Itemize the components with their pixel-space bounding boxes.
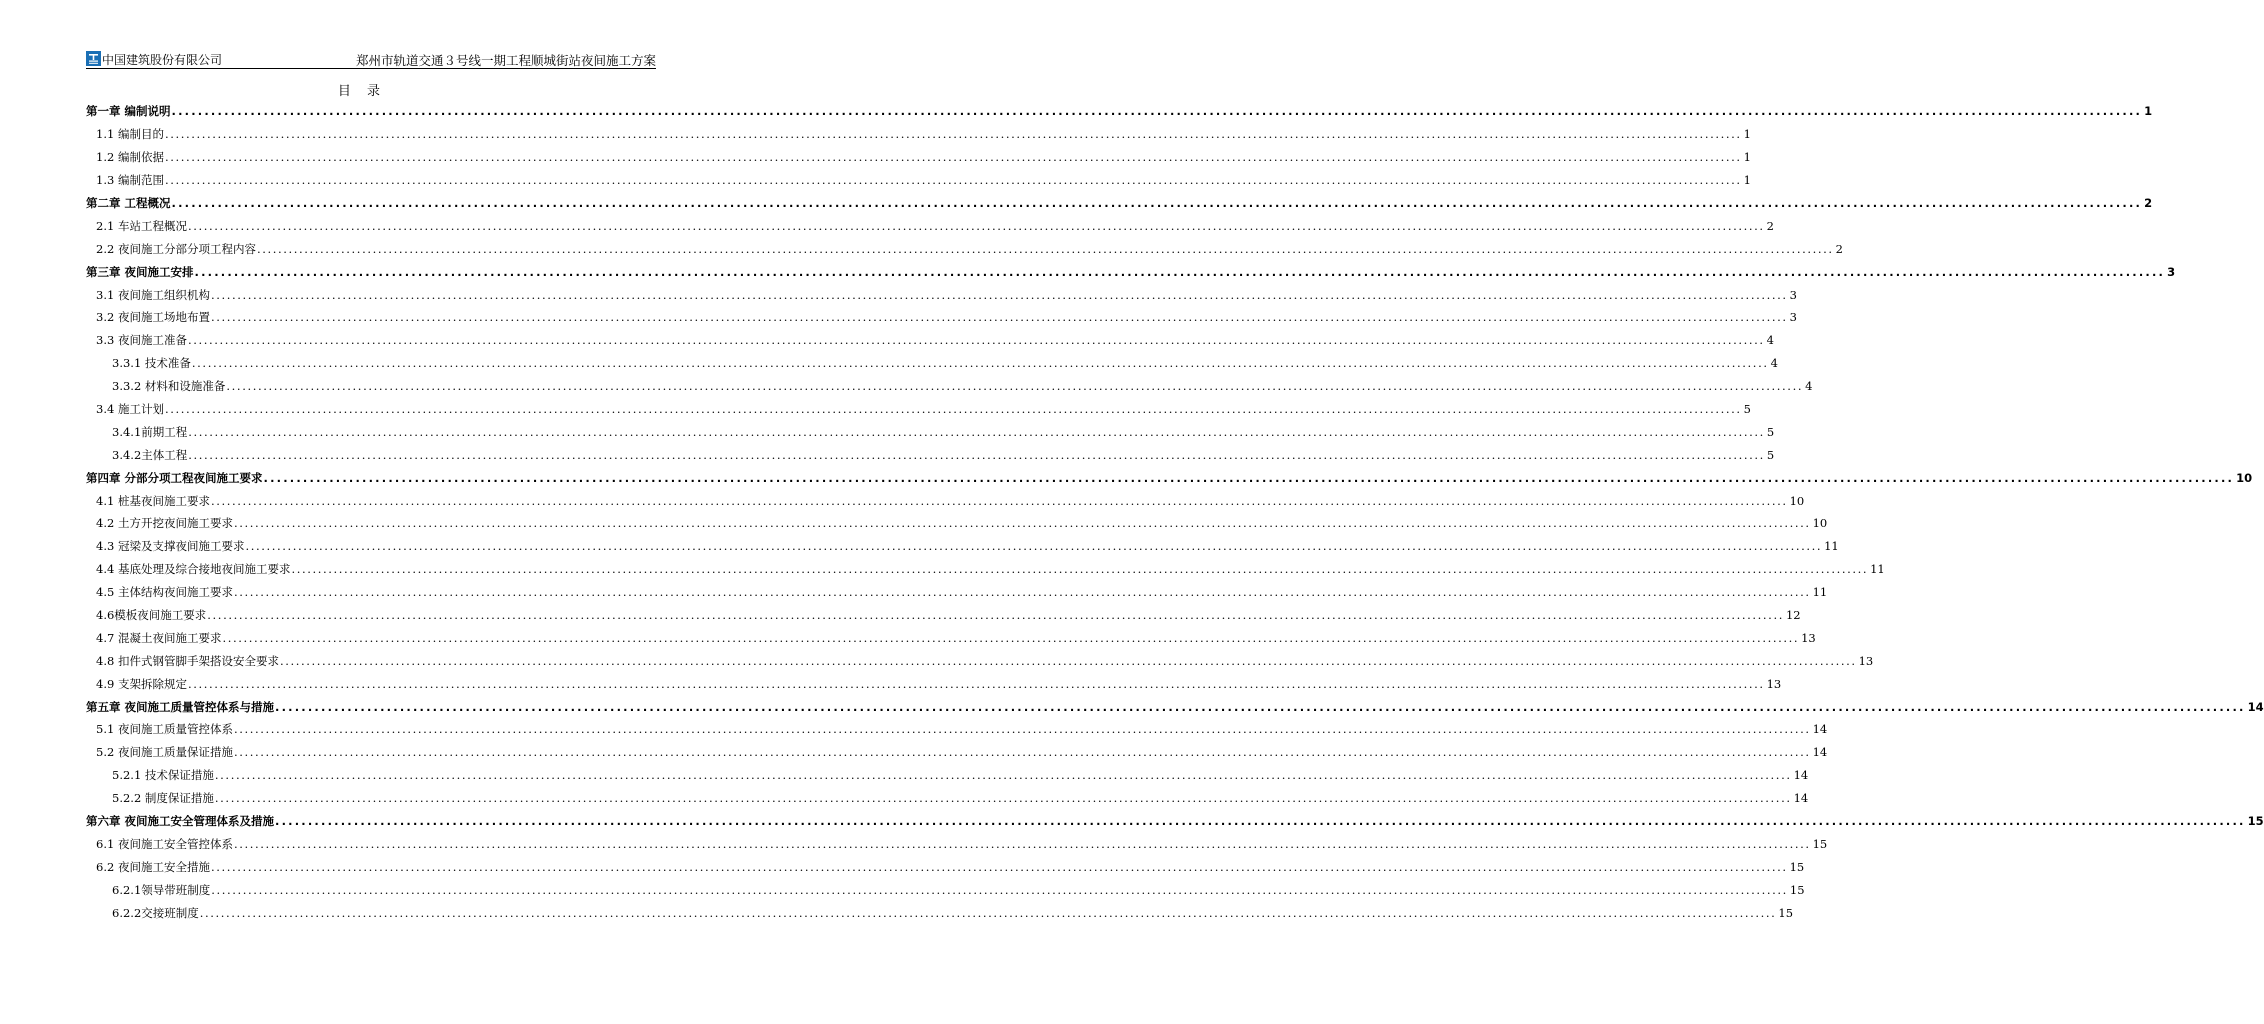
toc-entry-page: 15 [1812, 836, 1828, 851]
toc-leader-dots: ............................................................................................................................................................................................................................................................................................................ [256, 241, 1834, 256]
toc-leader-dots: ............................................................................................................................................................................................................................................................................................................ [210, 859, 1788, 874]
toc-leader-dots: ............................................................................................................................................................................................................................................................................................................ [275, 814, 2246, 829]
toc-entry-page: 10 [1789, 493, 1805, 508]
toc-entry-title: 6.2 夜间施工安全措施 [96, 859, 210, 874]
toc-leader-dots: ............................................................................................................................................................................................................................................................................................................ [275, 699, 2246, 714]
toc-entry-title: 第六章 夜间施工安全管理体系及措施 [86, 814, 275, 829]
toc-entry[interactable] [86, 123, 1751, 146]
toc-entry[interactable] [86, 901, 1794, 924]
toc-entry-page: 4 [1766, 333, 1774, 348]
toc-entry-page: 3 [1789, 287, 1797, 302]
toc-entry-page: 10 [1812, 516, 1828, 531]
toc-entry[interactable] [86, 833, 1828, 856]
toc-entry-title: 4.5 主体结构夜间施工要求 [96, 585, 233, 600]
toc-leader-dots: ............................................................................................................................................................................................................................................................................................................ [210, 493, 1788, 508]
toc-leader-dots: ............................................................................................................................................................................................................................................................................................................ [188, 424, 1765, 439]
toc-entry[interactable] [86, 649, 1874, 672]
toc-entry-title: 2.1 车站工程概况 [96, 218, 187, 233]
table-of-contents [86, 100, 2264, 924]
toc-entry[interactable] [86, 466, 2253, 489]
toc-leader-dots: ............................................................................................................................................................................................................................................................................................................ [187, 218, 1765, 233]
toc-entry-page: 1 [1743, 127, 1751, 142]
toc-entry-title: 4.1 桩基夜间施工要求 [96, 493, 210, 508]
toc-leader-dots: ............................................................................................................................................................................................................................................................................................................ [164, 150, 1742, 165]
toc-leader-dots: ............................................................................................................................................................................................................................................................................................................ [164, 402, 1742, 417]
toc-entry-page: 3 [1789, 310, 1797, 325]
toc-leader-dots: ............................................................................................................................................................................................................................................................................................................ [233, 516, 1811, 531]
toc-entry-page: 2 [1766, 218, 1774, 233]
toc-entry[interactable] [86, 329, 1774, 352]
toc-entry-page: 1 [1743, 150, 1751, 165]
toc-entry-title: 5.2.2 制度保证措施 [112, 791, 214, 806]
toc-entry[interactable] [86, 558, 1885, 581]
toc-entry-title: 4.8 扣件式钢管脚手架搭设安全要求 [96, 653, 279, 668]
toc-entry-title: 4.6模板夜间施工要求 [96, 608, 207, 623]
toc-leader-dots: ............................................................................................................................................................................................................................................................................................................ [279, 653, 1857, 668]
toc-leader-dots: ............................................................................................................................................................................................................................................................................................................ [194, 264, 2166, 279]
toc-leader-dots: ............................................................................................................................................................................................................................................................................................................ [191, 356, 1769, 371]
toc-entry-page: 5 [1766, 424, 1775, 439]
header-rule [86, 68, 656, 69]
toc-leader-dots: ............................................................................................................................................................................................................................................................................................................ [210, 310, 1788, 325]
header-company: 中国建筑股份有限公司 [102, 53, 223, 67]
toc-entry-page: 10 [2236, 470, 2253, 485]
toc-entry[interactable] [86, 512, 1828, 535]
toc-entry-title: 6.2.1领导带班制度 [112, 882, 211, 897]
toc-leader-dots: ............................................................................................................................................................................................................................................................................................................ [164, 127, 1742, 142]
toc-entry[interactable] [86, 214, 1774, 237]
toc-entry-page: 13 [1766, 676, 1782, 691]
toc-entry[interactable] [86, 283, 1797, 306]
toc-entry[interactable] [86, 878, 1805, 901]
toc-entry-page: 15 [1778, 905, 1794, 920]
toc-entry[interactable] [86, 581, 1828, 604]
toc-entry[interactable] [86, 604, 1801, 627]
toc-leader-dots: ............................................................................................................................................................................................................................................................................................................ [164, 173, 1742, 188]
toc-leader-dots: ............................................................................................................................................................................................................................................................................................................ [214, 791, 1792, 806]
toc-entry-title: 1.3 编制范围 [96, 173, 164, 188]
toc-entry-title: 1.1 编制目的 [96, 127, 164, 142]
toc-entry-page: 13 [1858, 653, 1874, 668]
toc-entry[interactable] [86, 100, 2153, 123]
toc-entry[interactable] [86, 626, 1816, 649]
toc-entry-page: 14 [1793, 791, 1809, 806]
toc-entry-title: 4.2 土方开挖夜间施工要求 [96, 516, 233, 531]
toc-entry-page: 14 [1812, 745, 1828, 760]
toc-entry[interactable] [86, 306, 1797, 329]
toc-entry-title: 1.2 编制依据 [96, 150, 164, 165]
toc-entry-page: 14 [1812, 722, 1828, 737]
toc-entry-title: 3.3.1 技术准备 [112, 356, 191, 371]
header-project-title: 郑州市轨道交通３号线一期工程顺城街站夜间施工方案 [355, 53, 656, 68]
toc-entry-title: 3.1 夜间施工组织机构 [96, 287, 210, 302]
cscec-logo-icon [86, 51, 101, 66]
toc-entry[interactable] [86, 718, 1828, 741]
toc-leader-dots: ............................................................................................................................................................................................................................................................................................................ [188, 447, 1765, 462]
toc-title: 目 录 [337, 84, 387, 99]
toc-entry-title: 4.4 基底处理及综合接地夜间施工要求 [96, 562, 291, 577]
toc-entry-page: 11 [1870, 562, 1885, 577]
toc-leader-dots: ............................................................................................................................................................................................................................................................................................................ [211, 882, 1788, 897]
toc-entry-title: 3.3.2 材料和设施准备 [112, 379, 226, 394]
toc-entry-page: 14 [2247, 699, 2264, 714]
toc-leader-dots: ............................................................................................................................................................................................................................................................................................................ [199, 905, 1777, 920]
toc-entry-page: 5 [1766, 447, 1775, 462]
toc-entry-title: 4.3 冠梁及支撑夜间施工要求 [96, 539, 245, 554]
toc-entry-title: 5.2 夜间施工质量保证措施 [96, 745, 233, 760]
page-header [86, 50, 656, 68]
toc-leader-dots: ............................................................................................................................................................................................................................................................................................................ [171, 196, 2143, 210]
toc-leader-dots: ............................................................................................................................................................................................................................................................................................................ [171, 104, 2143, 119]
toc-entry-title: 3.2 夜间施工场地布置 [96, 310, 210, 325]
toc-entry-page: 4 [1770, 356, 1778, 371]
toc-entry[interactable] [86, 672, 1782, 695]
toc-entry-title: 3.4.2主体工程 [112, 447, 188, 462]
toc-entry-title: 6.2.2交接班制度 [112, 905, 199, 920]
toc-entry[interactable] [86, 764, 1809, 787]
toc-entry-page: 2 [1835, 241, 1843, 256]
toc-entry-page: 13 [1801, 630, 1816, 645]
toc-leader-dots: ............................................................................................................................................................................................................................................................................................................ [233, 745, 1811, 760]
toc-entry-title: 第二章 工程概况 [86, 196, 171, 210]
toc-entry[interactable] [86, 535, 1839, 558]
toc-entry[interactable] [86, 741, 1828, 764]
toc-entry[interactable] [86, 146, 1751, 169]
toc-leader-dots: ............................................................................................................................................................................................................................................................................................................ [233, 722, 1811, 737]
toc-entry[interactable] [86, 443, 1775, 466]
toc-entry-title: 3.4 施工计划 [96, 402, 164, 417]
toc-entry-title: 第五章 夜间施工质量管控体系与措施 [86, 699, 275, 714]
toc-entry-title: 第四章 分部分项工程夜间施工要求 [86, 470, 263, 485]
toc-leader-dots: ............................................................................................................................................................................................................................................................................................................ [245, 539, 1823, 554]
toc-entry[interactable] [86, 787, 1809, 810]
toc-entry-page: 15 [1789, 859, 1805, 874]
toc-entry-page: 5 [1743, 402, 1751, 417]
toc-entry[interactable] [86, 855, 1805, 878]
toc-entry-title: 4.9 支架拆除规定 [96, 676, 187, 691]
toc-entry-title: 2.2 夜间施工分部分项工程内容 [96, 241, 256, 256]
toc-entry-page: 14 [1793, 768, 1809, 783]
toc-entry-page: 1 [2144, 104, 2153, 119]
toc-entry-page: 11 [1824, 539, 1839, 554]
toc-entry[interactable] [86, 810, 2264, 833]
toc-entry-title: 第一章 编制说明 [86, 104, 171, 119]
toc-entry-page: 4 [1805, 379, 1813, 394]
toc-leader-dots: ............................................................................................................................................................................................................................................................................................................ [210, 287, 1788, 302]
toc-entry[interactable] [86, 192, 2153, 215]
toc-entry-page: 1 [1743, 173, 1751, 188]
toc-entry[interactable] [86, 375, 1813, 398]
toc-leader-dots: ............................................................................................................................................................................................................................................................................................................ [291, 562, 1869, 577]
toc-entry-page: 15 [2247, 814, 2264, 829]
toc-entry-title: 4.7 混凝土夜间施工要求 [96, 630, 222, 645]
toc-leader-dots: ............................................................................................................................................................................................................................................................................................................ [233, 836, 1811, 851]
toc-entry[interactable] [86, 169, 1751, 192]
toc-entry[interactable] [86, 237, 1843, 260]
toc-leader-dots: ............................................................................................................................................................................................................................................................................................................ [233, 585, 1811, 600]
toc-entry-page: 2 [2144, 196, 2153, 210]
toc-entry-title: 第三章 夜间施工安排 [86, 264, 194, 279]
toc-entry[interactable] [86, 489, 1805, 512]
toc-leader-dots: ............................................................................................................................................................................................................................................................................................................ [207, 608, 1784, 623]
toc-leader-dots: ............................................................................................................................................................................................................................................................................................................ [222, 630, 1800, 645]
toc-leader-dots: ............................................................................................................................................................................................................................................................................................................ [187, 333, 1765, 348]
toc-entry[interactable] [86, 420, 1775, 443]
toc-leader-dots: ............................................................................................................................................................................................................................................................................................................ [214, 768, 1792, 783]
toc-entry[interactable] [86, 398, 1751, 421]
toc-entry[interactable] [86, 260, 2176, 283]
toc-entry[interactable] [86, 352, 1778, 375]
toc-entry[interactable] [86, 695, 2264, 718]
toc-entry-title: 5.1 夜间施工质量管控体系 [96, 722, 233, 737]
toc-entry-title: 5.2.1 技术保证措施 [112, 768, 214, 783]
toc-entry-title: 3.3 夜间施工准备 [96, 333, 187, 348]
toc-entry-page: 11 [1812, 585, 1828, 600]
toc-entry-page: 15 [1789, 882, 1805, 897]
toc-leader-dots: ............................................................................................................................................................................................................................................................................................................ [187, 676, 1765, 691]
toc-leader-dots: ............................................................................................................................................................................................................................................................................................................ [226, 379, 1804, 394]
toc-entry-title: 3.4.1前期工程 [112, 424, 188, 439]
toc-leader-dots: ............................................................................................................................................................................................................................................................................................................ [263, 470, 2235, 485]
toc-entry-page: 3 [2167, 264, 2176, 279]
toc-entry-title: 6.1 夜间施工安全管控体系 [96, 836, 233, 851]
toc-entry-page: 12 [1785, 608, 1801, 623]
